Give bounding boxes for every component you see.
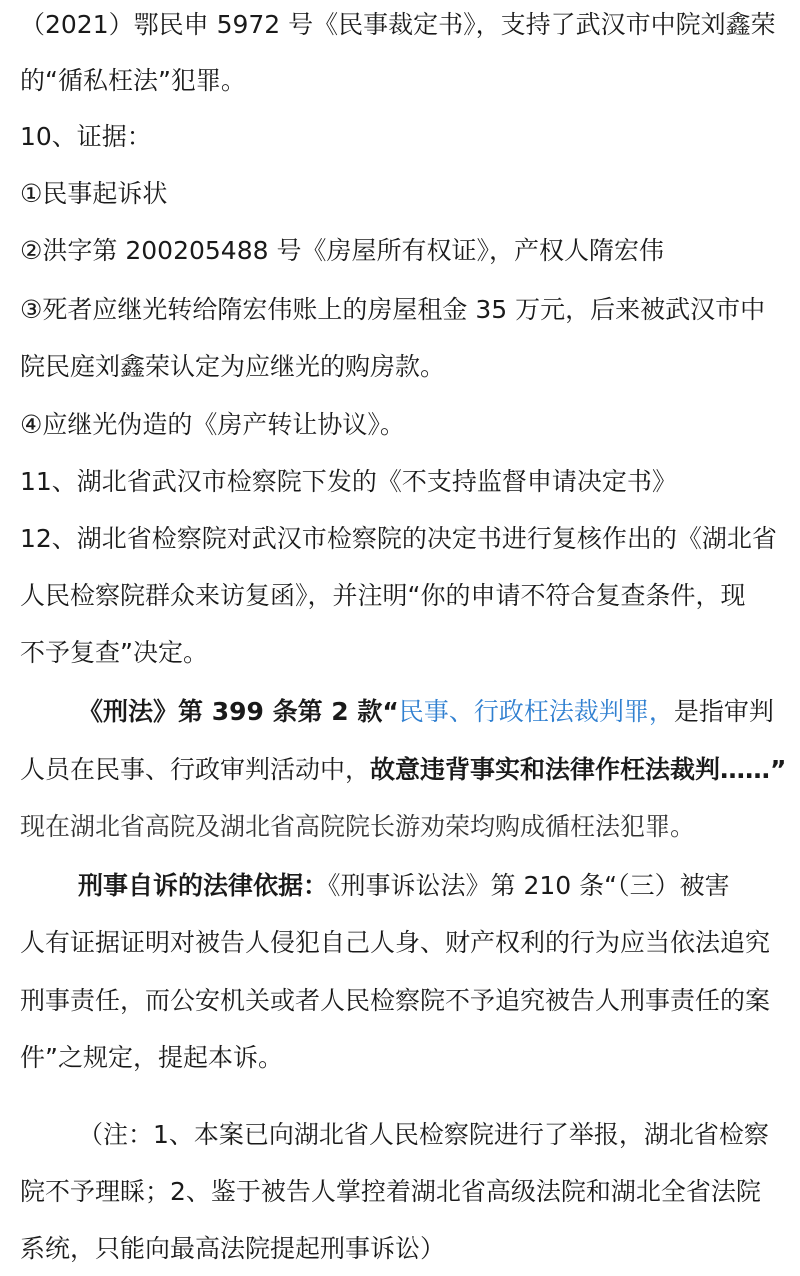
note-line: 系统，只能向最高法院提起刑事诉讼） <box>20 1234 446 1263</box>
list-item-11: 11、湖北省武汉市检察院下发的《不支持监督申请决定书》 <box>20 467 677 496</box>
law-citation-line <box>20 755 786 785</box>
list-item-12: 不予复查”决定。 <box>20 638 208 667</box>
law-text: 人员在民事、行政审判活动中， <box>20 755 371 784</box>
paragraph-line: （2021）鄂民申 5972 号《民事裁定书》，支持了武汉市中院刘鑫荣 <box>20 10 776 39</box>
crime-name-highlight: 民事、行政枉法裁判罪， <box>398 697 674 726</box>
law-citation-line: 现在湖北省高院及湖北省高院院长游劝荣均购成循枉法犯罪。 <box>20 812 696 841</box>
legal-basis-line: 人有证据证明对被告人侵犯自己人身、财产权利的行为应当依法追究 <box>20 928 771 957</box>
law-citation-line <box>78 697 786 727</box>
legal-basis-text: 《刑事诉讼法》第 210 条“（三）被害 <box>328 871 730 900</box>
legal-basis-title: 刑事自诉的法律依据： <box>78 871 329 900</box>
evidence-item: 院民庭刘鑫荣认定为应继光的购房款。 <box>20 352 446 381</box>
legal-basis-line <box>78 871 786 901</box>
evidence-item: ②洪字第 200205488 号《房屋所有权证》，产权人隋宏伟 <box>20 236 664 265</box>
note-line: （注：1、本案已向湖北省人民检察院进行了举报，湖北省检察 <box>78 1120 769 1149</box>
law-text-bold: 故意违背事实和法律作枉法裁判……” <box>370 755 786 784</box>
law-citation-bold: 《刑法》第 399 条第 2 款“ <box>78 697 399 726</box>
note-line: 院不予理睬；2、鉴于被告人掌控着湖北省高级法院和湖北全省法院 <box>20 1177 761 1206</box>
list-item-12: 人民检察院群众来访复函》，并注明“你的申请不符合复查条件，现 <box>20 581 746 610</box>
legal-basis-line: 件”之规定，提起本诉。 <box>20 1043 283 1072</box>
evidence-item: ①民事起诉状 <box>20 179 168 208</box>
evidence-heading: 10、证据： <box>20 122 152 151</box>
evidence-item: ③死者应继光转给隋宏伟账上的房屋租金 35 万元，后来被武汉市中 <box>20 295 766 324</box>
evidence-item: ④应继光伪造的《房产转让协议》。 <box>20 410 405 439</box>
list-item-12: 12、湖北省检察院对武汉市检察院的决定书进行复核作出的《湖北省 <box>20 524 777 553</box>
law-text: 是指审判 <box>673 697 774 726</box>
paragraph-line: 的“循私枉法”犯罪。 <box>20 66 246 95</box>
legal-basis-line: 刑事责任，而公安机关或者人民检察院不予追究被告人刑事责任的案 <box>20 986 771 1015</box>
